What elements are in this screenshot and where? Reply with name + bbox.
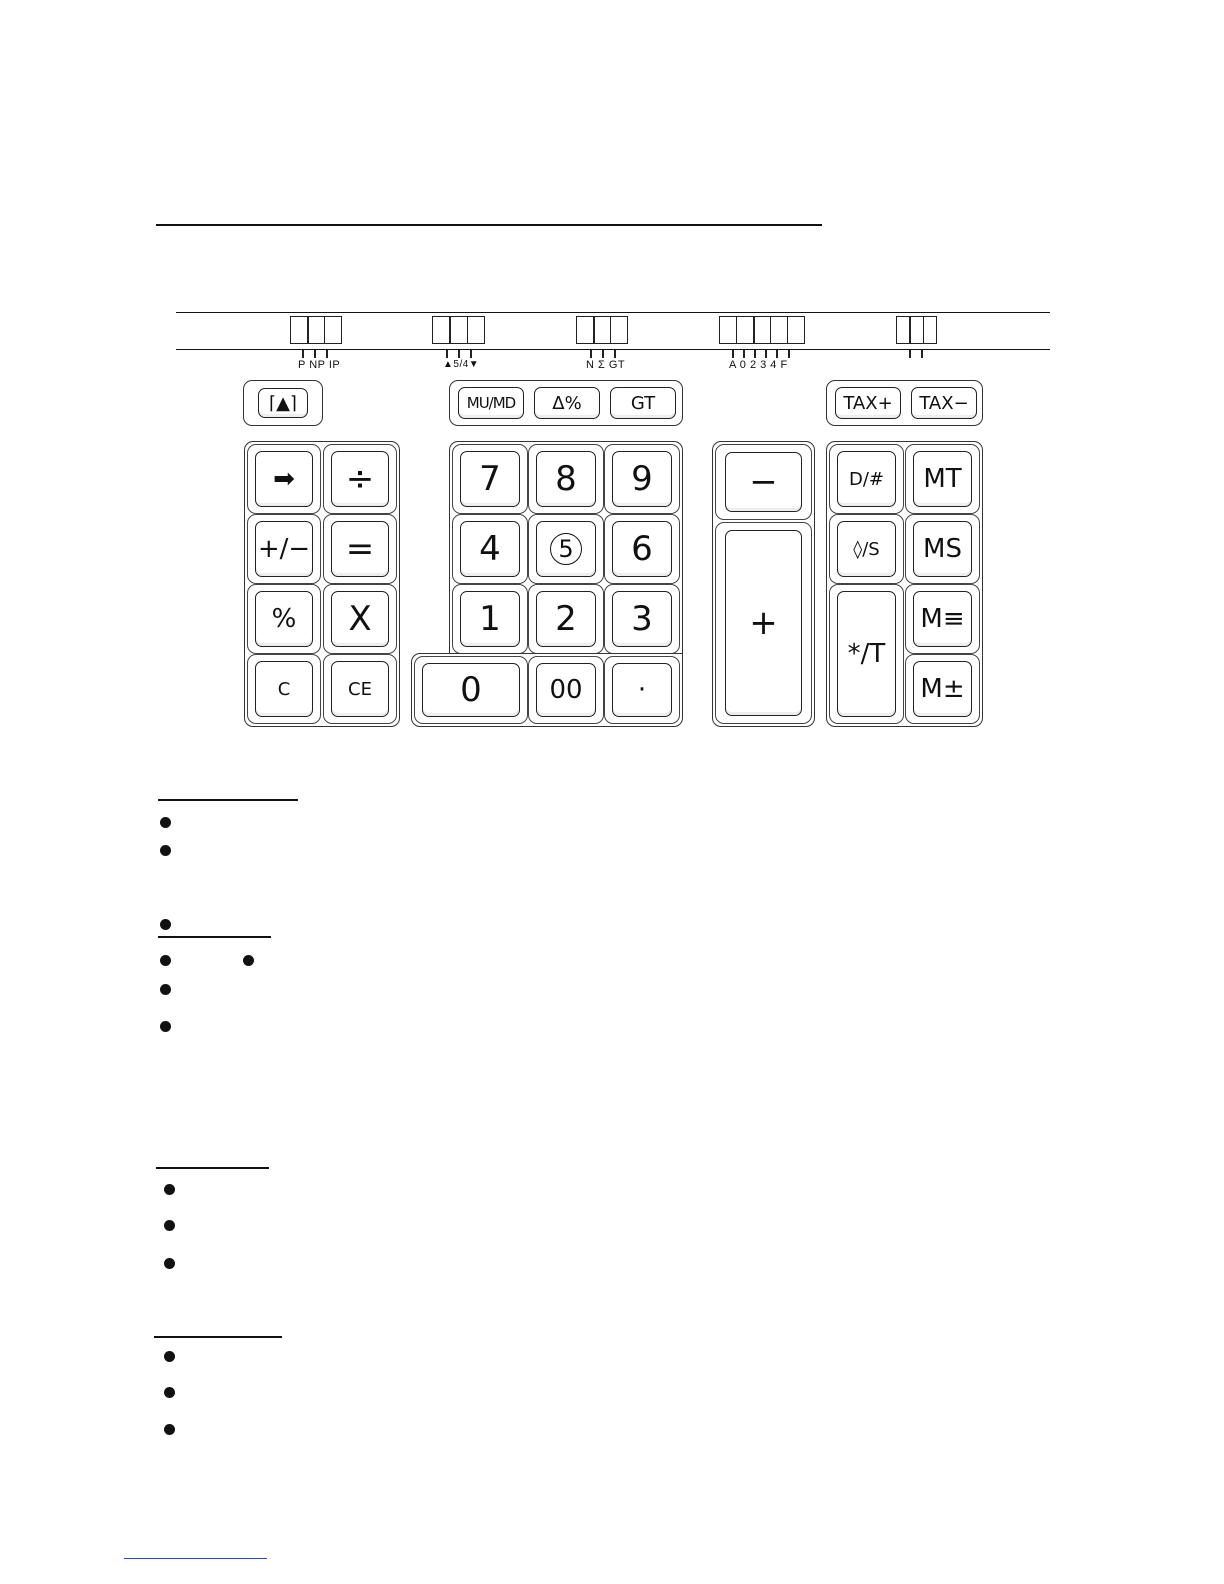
- section-rule-4: [154, 1336, 282, 1338]
- print-mode-ticks: [290, 350, 342, 358]
- bullet: [160, 919, 171, 930]
- sign-cell: [247, 514, 321, 584]
- memory-total-label: MT: [923, 464, 962, 494]
- key-6-label: 6: [631, 529, 653, 569]
- equals-label: =: [345, 529, 375, 569]
- key-7-cell: [452, 444, 528, 514]
- ms-cell: [905, 514, 980, 584]
- accumulation-switch[interactable]: [576, 316, 628, 344]
- mu-md-key[interactable]: [458, 387, 524, 419]
- percent-key[interactable]: [255, 591, 313, 647]
- key-0-label: 0: [460, 670, 482, 710]
- key-8-label: 8: [555, 459, 577, 499]
- switch-panel-top-line: [176, 312, 1050, 313]
- key-5-cell: [528, 514, 604, 584]
- unlabeled-ticks: [896, 350, 937, 358]
- m-equals-cell: [905, 584, 980, 654]
- memory-equals-key[interactable]: [913, 591, 972, 647]
- bullet: [160, 817, 171, 828]
- grand-total-label: GT: [630, 392, 656, 414]
- bullet: [160, 984, 171, 995]
- tax-minus-key[interactable]: [911, 387, 977, 419]
- print-mode-switch[interactable]: [290, 316, 342, 344]
- section-rule-1: [158, 799, 298, 801]
- key-5[interactable]: [536, 521, 596, 577]
- bullet: [160, 845, 171, 856]
- bullet: [160, 955, 171, 966]
- sign-change-label: +/−: [257, 534, 311, 564]
- tax-plus-key[interactable]: [835, 387, 901, 419]
- tax-key-cluster: [826, 380, 983, 426]
- backspace-key[interactable]: [255, 451, 313, 507]
- key-4[interactable]: [460, 521, 520, 577]
- accumulation-ticks: [576, 350, 628, 358]
- plus-minus-cluster: [712, 441, 815, 727]
- plus-key[interactable]: [725, 530, 802, 716]
- key-00-cell: [528, 656, 604, 724]
- equals-key[interactable]: [331, 521, 389, 577]
- decimal-point-key[interactable]: [612, 663, 672, 717]
- delta-percent-key[interactable]: [534, 387, 600, 419]
- total-cell: [829, 584, 904, 724]
- equals-cell: [323, 514, 397, 584]
- section-rule-3: [156, 1167, 269, 1169]
- bullet: [164, 1220, 175, 1231]
- bullet: [164, 1424, 175, 1435]
- footer-link-underline[interactable]: [124, 1558, 267, 1559]
- rounding-ticks: [432, 350, 485, 358]
- paper-feed-cluster: [243, 380, 323, 426]
- minus-cell: [715, 444, 812, 520]
- key-0[interactable]: [422, 663, 520, 717]
- memory-subtotal-key[interactable]: [913, 521, 972, 577]
- clear-entry-key[interactable]: [331, 661, 389, 717]
- multiply-cell: [323, 584, 397, 654]
- key-1-label: 1: [479, 599, 501, 639]
- divide-cell: [323, 444, 397, 514]
- key-00-label: 00: [549, 675, 583, 705]
- nonadd-subtotal-key[interactable]: [837, 521, 896, 577]
- numeric-cluster-upper: [449, 441, 683, 655]
- divide-label: ÷: [345, 459, 375, 499]
- key-0-cell: [414, 656, 528, 724]
- clear-entry-label: CE: [348, 678, 372, 700]
- key-3-cell: [604, 584, 680, 654]
- divide-key[interactable]: [331, 451, 389, 507]
- plus-label: +: [749, 603, 778, 643]
- key-6-cell: [604, 514, 680, 584]
- date-num-cell: [829, 444, 904, 514]
- function-key-cluster: [449, 380, 683, 426]
- left-key-cluster: [244, 441, 400, 727]
- tax-minus-label: TAX−: [919, 392, 969, 414]
- paper-feed-key[interactable]: [258, 388, 308, 418]
- tax-plus-label: TAX+: [843, 392, 893, 414]
- key-dot-cell: [604, 656, 680, 724]
- date-number-label: D/#: [848, 468, 884, 490]
- memory-subtotal-label: MS: [923, 534, 962, 564]
- key-7-label: 7: [479, 459, 501, 499]
- memory-plus-minus-key[interactable]: [913, 661, 972, 717]
- date-number-key[interactable]: [837, 451, 896, 507]
- key-9-cell: [604, 444, 680, 514]
- minus-key[interactable]: [725, 452, 802, 512]
- multiply-key[interactable]: [331, 591, 389, 647]
- memory-plus-minus-label: M±: [920, 674, 965, 704]
- key-2-label: 2: [555, 599, 577, 639]
- clear-key[interactable]: [255, 661, 313, 717]
- key-3-label: 3: [631, 599, 653, 639]
- m-plusminus-cell: [905, 654, 980, 724]
- key-3[interactable]: [612, 591, 672, 647]
- key-4-label: 4: [479, 529, 501, 569]
- key-4-cell: [452, 514, 528, 584]
- total-label: */T: [847, 639, 886, 669]
- key-9[interactable]: [612, 451, 672, 507]
- key-5-label: 5: [550, 533, 582, 565]
- nonadd-subtotal-label: ◊/S: [853, 538, 880, 560]
- right-key-cluster: [826, 441, 983, 727]
- arrow-right-icon: ➡: [273, 464, 295, 494]
- minus-label: −: [749, 462, 778, 502]
- key-8[interactable]: [536, 451, 596, 507]
- section-rule-2: [158, 936, 271, 938]
- key-1[interactable]: [460, 591, 520, 647]
- decimal-switch[interactable]: [719, 316, 805, 344]
- sign-change-key[interactable]: [255, 521, 313, 577]
- clear-label: C: [277, 678, 291, 700]
- decimal-label: A 0 2 3 4 F: [729, 359, 788, 371]
- paper-feed-icon: ⌈▲⌉: [269, 392, 297, 414]
- bullet: [164, 1258, 175, 1269]
- key-7[interactable]: [460, 451, 520, 507]
- decimal-point-label: ·: [637, 675, 647, 705]
- heading-rule: [156, 224, 822, 226]
- nonadd-sub-cell: [829, 514, 904, 584]
- delta-percent-label: Δ%: [552, 392, 582, 414]
- percent-label: %: [271, 604, 297, 634]
- clear-cell: [247, 654, 321, 724]
- unlabeled-switch[interactable]: [896, 316, 937, 344]
- mu-md-label: MU/MD: [466, 394, 516, 412]
- percent-cell: [247, 584, 321, 654]
- backspace-cell: [247, 444, 321, 514]
- multiply-label: X: [348, 599, 372, 639]
- bullet: [243, 955, 254, 966]
- bullet: [164, 1184, 175, 1195]
- accumulation-label: N Σ GT: [586, 359, 626, 371]
- print-mode-label: P NP IP: [298, 359, 341, 371]
- key-00[interactable]: [536, 663, 596, 717]
- memory-total-key[interactable]: [913, 451, 972, 507]
- grand-total-key[interactable]: [610, 387, 676, 419]
- rounding-switch[interactable]: [432, 316, 485, 344]
- bullet: [164, 1387, 175, 1398]
- numeric-cluster-lower: [411, 653, 683, 727]
- key-2-cell: [528, 584, 604, 654]
- key-8-cell: [528, 444, 604, 514]
- bullet: [164, 1351, 175, 1362]
- plus-cell: [715, 522, 812, 724]
- decimal-ticks: [719, 350, 805, 358]
- bullet: [160, 1021, 171, 1032]
- key-1-cell: [452, 584, 528, 654]
- rounding-label: ▲5/4▼: [443, 359, 480, 370]
- total-key[interactable]: [837, 591, 896, 717]
- clear-entry-cell: [323, 654, 397, 724]
- key-9-label: 9: [631, 459, 653, 499]
- memory-equals-label: M≡: [920, 604, 965, 634]
- key-2[interactable]: [536, 591, 596, 647]
- key-6[interactable]: [612, 521, 672, 577]
- mt-cell: [905, 444, 980, 514]
